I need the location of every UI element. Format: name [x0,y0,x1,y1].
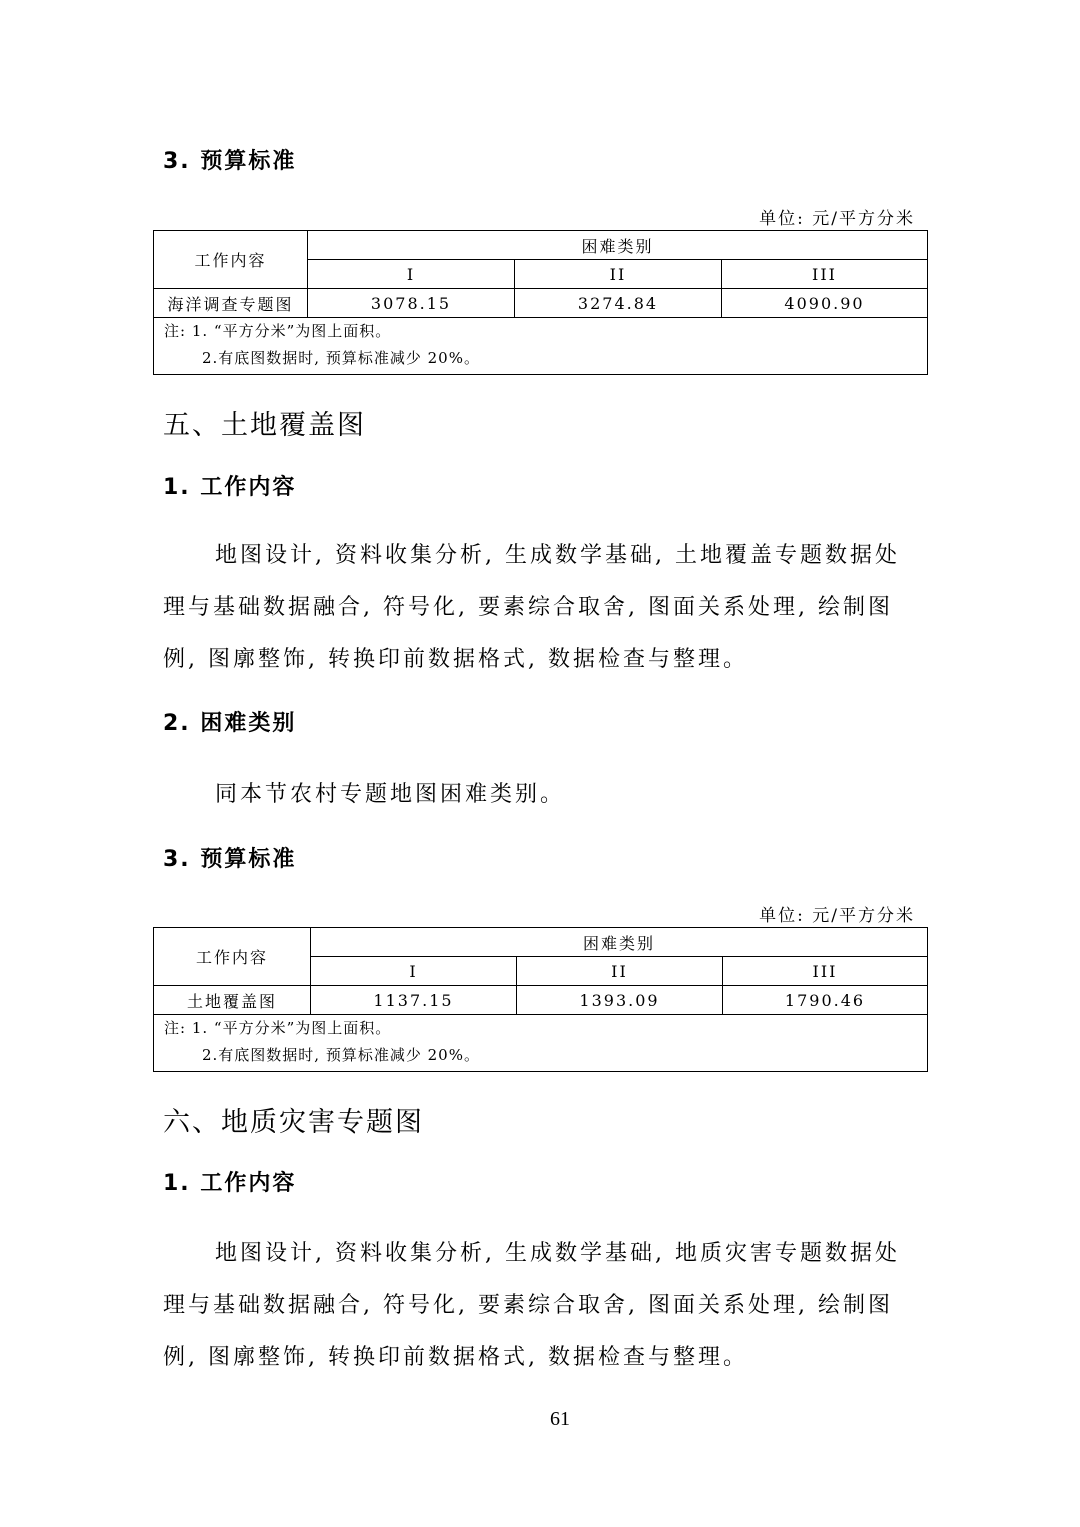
work-paragraph [163,1228,923,1384]
header-work-content: 工作内容 [154,928,311,986]
paragraph-line: 地图设计, 资料收集分析, 生成数学基础, 地质灾害专题数据处 [215,1241,900,1266]
value-level-2: 3274.84 [515,289,722,318]
paragraph-line: 地图设计, 资料收集分析, 生成数学基础, 土地覆盖专题数据处 [215,543,900,568]
paragraph-line: 理与基础数据融合, 符号化, 要素综合取舍, 图面关系处理, 绘制图 [163,1293,893,1318]
header-difficulty: 困难类别 [311,928,928,957]
header-level-3: III [723,957,928,986]
value-level-2: 1393.09 [517,986,723,1015]
header-level-1: I [311,957,517,986]
value-level-3: 1790.46 [723,986,928,1015]
budget-heading: 3. 预算标准 [163,847,297,872]
header-work-content: 工作内容 [154,231,308,289]
note-line-2: 2.有底图数据时, 预算标准减少 20%。 [202,1046,480,1064]
header-difficulty: 困难类别 [308,231,928,260]
row-label: 土地覆盖图 [154,986,311,1015]
unit-label: 单位: 元/平方分米 [759,906,915,926]
note-line-1: 注: 1. “平方分米”为图上面积。 [164,322,392,340]
header-level-2: II [517,957,723,986]
value-level-1: 1137.15 [311,986,517,1015]
work-heading: 1. 工作内容 [163,475,297,500]
work-paragraph [163,530,923,686]
difficulty-text: 同本节农村专题地图困难类别。 [215,782,566,807]
difficulty-heading: 2. 困难类别 [163,711,297,736]
note-line-2: 2.有底图数据时, 预算标准减少 20%。 [202,349,480,367]
section-title: 五、土地覆盖图 [163,410,366,441]
table-note [154,318,928,375]
budget-table [153,230,928,375]
table-note [154,1015,928,1072]
value-level-1: 3078.15 [308,289,515,318]
paragraph-line: 例, 图廓整饰, 转换印前数据格式, 数据检查与整理。 [163,647,748,672]
header-level-2: II [515,260,722,289]
page-number: 61 [550,1408,570,1430]
paragraph-line: 例, 图廓整饰, 转换印前数据格式, 数据检查与整理。 [163,1345,748,1370]
paragraph-line: 理与基础数据融合, 符号化, 要素综合取舍, 图面关系处理, 绘制图 [163,595,893,620]
work-heading: 1. 工作内容 [163,1171,297,1196]
value-level-3: 4090.90 [722,289,928,318]
header-level-1: I [308,260,515,289]
unit-label: 单位: 元/平方分米 [759,209,915,229]
section-title: 六、地质灾害专题图 [163,1107,424,1138]
row-label: 海洋调查专题图 [154,289,308,318]
note-line-1: 注: 1. “平方分米”为图上面积。 [164,1019,392,1037]
header-level-3: III [722,260,928,289]
budget-heading: 3. 预算标准 [163,149,297,174]
budget-table [153,927,928,1072]
